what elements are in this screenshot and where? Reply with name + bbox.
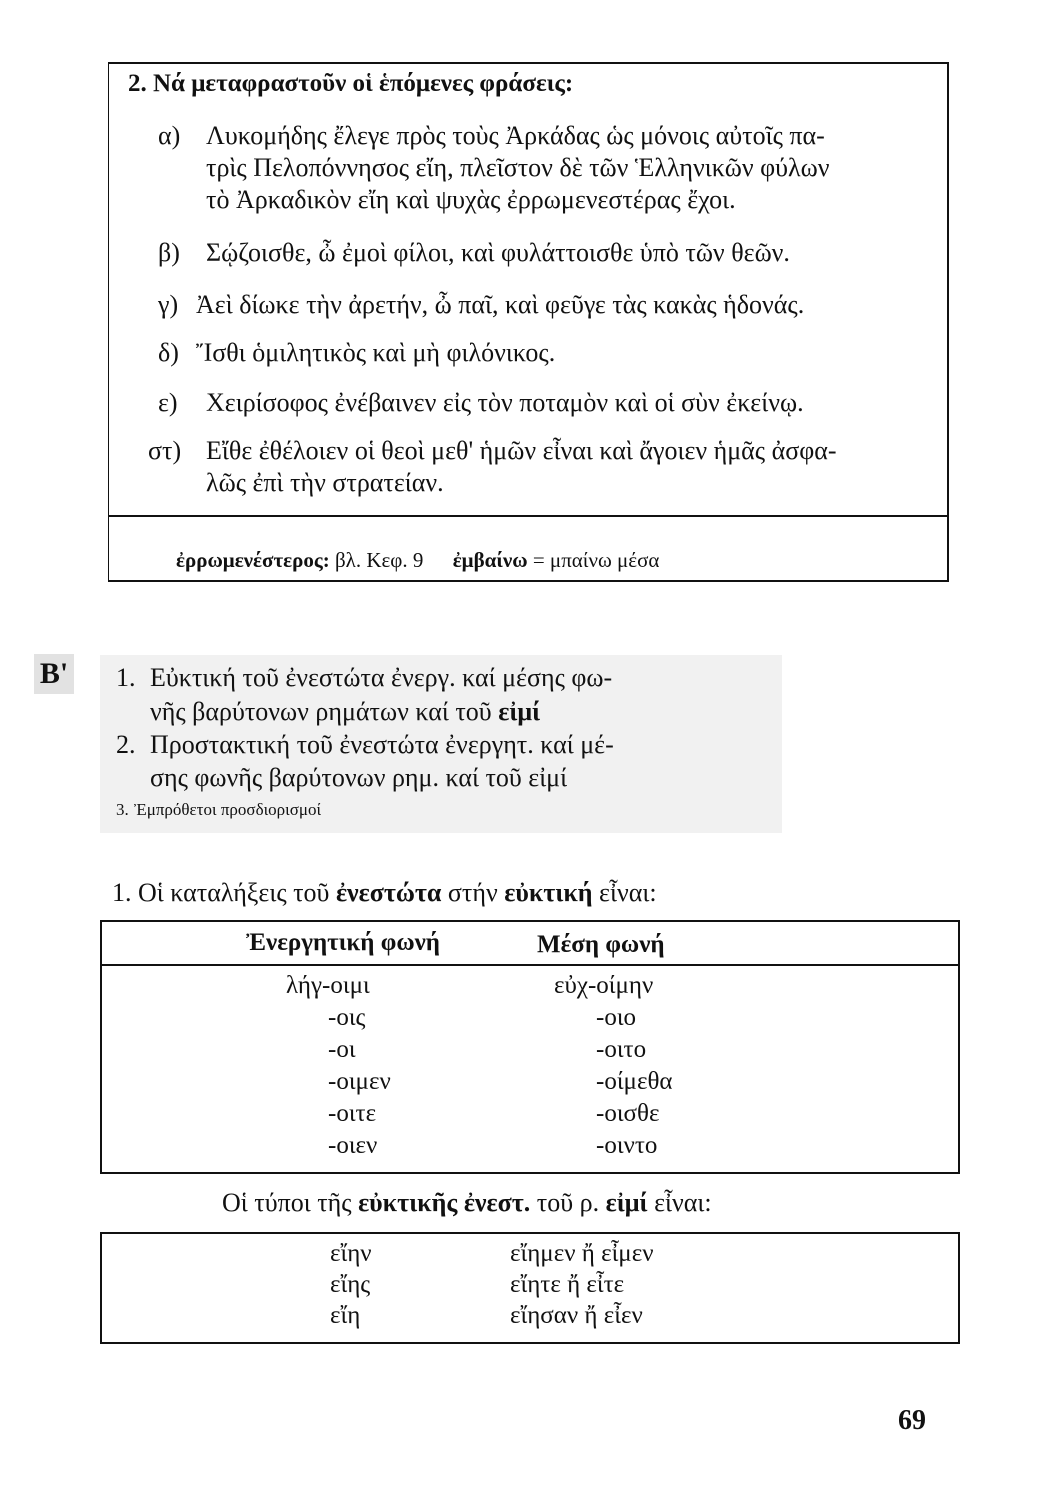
note-def: = μπαίνω μέσα (532, 548, 660, 572)
table-cell: εἴη (330, 1302, 361, 1329)
item-line: Χειρίσοφος ἐνέβαινεν εἰς τὸν ποταμὸν καὶ οἱ σὺν ἐκείνῳ. (206, 388, 804, 417)
section-b-num: 3. (116, 800, 129, 819)
table-cell: λήγ-οιμι (286, 972, 370, 999)
item-label: β) (158, 238, 180, 267)
table-header: Μέση φωνή (537, 931, 665, 958)
table-cell: εὐχ-οίμην (554, 972, 654, 999)
table-header-rule (100, 964, 960, 966)
vocab-note (176, 548, 659, 573)
endings-table (100, 920, 960, 1174)
item-label: στ) (148, 436, 182, 465)
text-bold: εἰμί (498, 697, 541, 726)
section-b-line: Ἐμπρόθετοι προσδιορισμοί (134, 800, 322, 819)
item-line: Λυκομήδης ἔλεγε πρὸς τοὺς Ἀρκάδας ὡς μόνοις αὐτοῖς πα- (206, 121, 825, 150)
section-b-num: 1. (116, 663, 136, 692)
note-term: ἐρρωμενέστερος: (176, 548, 330, 572)
item-label: γ) (158, 290, 179, 319)
table-cell: -οιτε (328, 1100, 377, 1127)
section-b-mark: Β' (34, 654, 74, 694)
text-bold: εὐκτική (504, 878, 593, 907)
table-cell: -οις (328, 1004, 366, 1031)
text: νῆς βαρύτονων ρημάτων καί τοῦ (150, 697, 499, 726)
text: εἶναι: (592, 878, 657, 907)
exercise-title: 2. Νά μεταφραστοῦν οἱ ἑπόμενες φράσεις: (128, 70, 574, 97)
divider (108, 515, 948, 517)
section-b-line: σης φωνῆς βαρύτονων ρημ. καί τοῦ εἰμί (150, 763, 568, 792)
table-cell: εἴην (330, 1240, 372, 1267)
table-cell: εἴημεν ἤ εἶμεν (510, 1240, 654, 1267)
page-number: 69 (898, 1405, 926, 1436)
section-b-line (150, 697, 540, 727)
section-b-line: Εὐκτική τοῦ ἐνεστώτα ἐνεργ. καί μέσης φω- (150, 663, 613, 692)
item-line: Ἴσθι ὁμιλητικὸς καὶ μὴ φιλόνικος. (196, 338, 556, 367)
table-cell: -οι (328, 1036, 356, 1063)
section-b-num: 2. (116, 730, 136, 759)
text: στήν (441, 878, 505, 907)
item-line: Ἀεὶ δίωκε τὴν ἀρετήν, ὦ παῖ, καὶ φεῦγε τὰς κακὰς ἡδονάς. (196, 290, 805, 319)
table-cell: -οιεν (328, 1132, 378, 1159)
table-cell: εἴητε ἤ εἶτε (510, 1271, 625, 1298)
text: εἶναι: (647, 1188, 712, 1217)
paragraph (112, 878, 657, 908)
table-cell: -οιμεν (328, 1068, 391, 1095)
table-cell: -οισθε (596, 1100, 660, 1127)
item-label: δ) (158, 338, 179, 367)
text: Οἱ τύποι τῆς (222, 1188, 359, 1217)
section-b-line: Προστακτική τοῦ ἐνεστώτα ἐνεργητ. καί μέ- (150, 730, 614, 759)
note-def: βλ. Κεφ. 9 (334, 548, 424, 572)
item-line: Εἴθε ἐθέλοιεν οἱ θεοὶ μεθ' ἡμῶν εἶναι καὶ ἄγοιεν ἡμᾶς ἀσφα- (206, 436, 837, 465)
text-bold: εἰμί (605, 1188, 648, 1217)
text-bold: εὐκτικῆς ἐνεστ. (358, 1188, 531, 1217)
text-bold: ἐνεστώτα (335, 878, 442, 907)
table-cell: εἴης (330, 1271, 371, 1298)
text: 1. Οἱ καταλήξεις τοῦ (112, 878, 336, 907)
item-line: τὸ Ἀρκαδικὸν εἴη καὶ ψυχὰς ἐρρωμενεστέρας ἔχοι. (206, 185, 736, 214)
text: τοῦ ρ. (530, 1188, 606, 1217)
note-term: ἐμβαίνω (452, 548, 528, 572)
table-cell: -οιτο (596, 1036, 647, 1063)
item-line: λῶς ἐπὶ τὴν στρατείαν. (206, 468, 444, 497)
table-header: Ἐνεργητική φωνή (246, 929, 440, 956)
table-cell: εἴησαν ἤ εἶεν (510, 1302, 643, 1329)
table-cell: -οιντο (596, 1132, 658, 1159)
table-cell: -οίμεθα (596, 1068, 673, 1095)
table-cell: -οιο (596, 1004, 637, 1031)
item-label: α) (158, 121, 181, 150)
item-label: ε) (158, 388, 178, 417)
paragraph (222, 1188, 712, 1218)
item-line: Σῴζοισθε, ὦ ἐμοὶ φίλοι, καὶ φυλάττοισθε ὑπὸ τῶν θεῶν. (206, 238, 790, 267)
item-line: τρὶς Πελοπόννησος εἴη, πλεῖστον δὲ τῶν Ἑλληνικῶν φύλων (206, 153, 830, 182)
